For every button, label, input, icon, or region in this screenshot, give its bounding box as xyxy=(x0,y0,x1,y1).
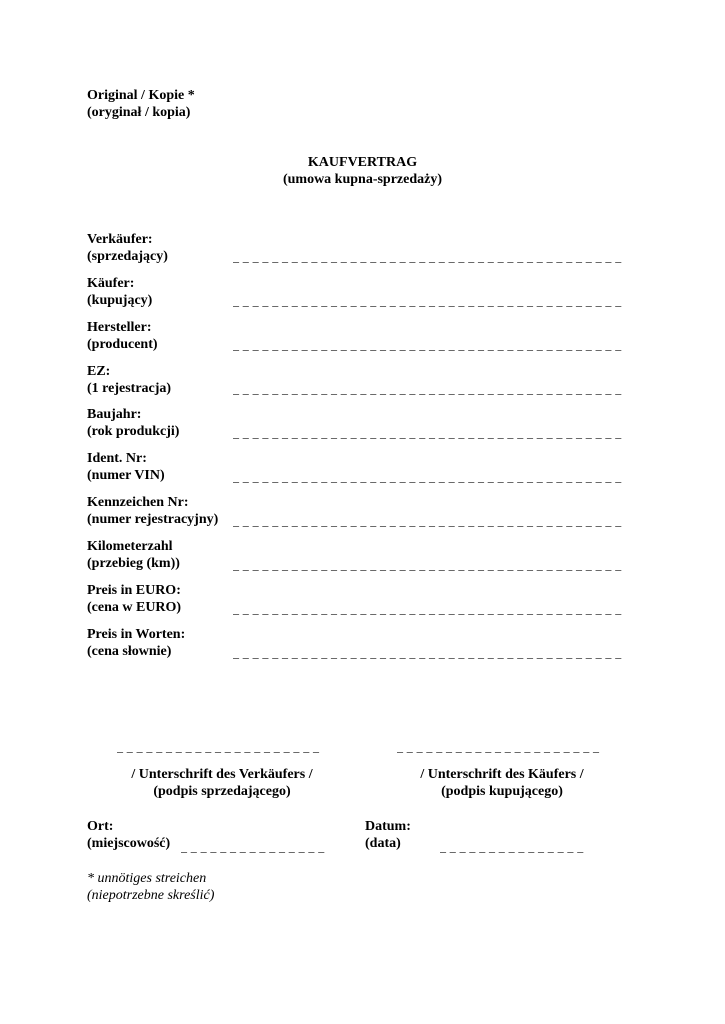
field-line-first-registration[interactable]: _ _ _ _ _ _ _ _ _ _ _ _ _ _ _ _ _ _ _ _ _ _ _ _ _ _ _ _ _ _ _ _ _ _ _ _ _ _ _ _ xyxy=(233,382,622,396)
field-label-de: Verkäufer: xyxy=(87,232,153,247)
field-label-de: Preis in Worten: xyxy=(87,627,186,642)
field-label-pl: (numer rejestracyjny) xyxy=(87,512,219,527)
field-label-de: Baujahr: xyxy=(87,407,142,422)
place-label-de: Ort: xyxy=(87,819,114,834)
field-label-price-words xyxy=(87,626,232,660)
field-label-pl: (rok produkcji) xyxy=(87,424,180,439)
field-label-de: Ident. Nr: xyxy=(87,451,147,466)
field-line-manufacturer[interactable]: _ _ _ _ _ _ _ _ _ _ _ _ _ _ _ _ _ _ _ _ _ _ _ _ _ _ _ _ _ _ _ _ _ _ _ _ _ _ _ _ xyxy=(233,338,622,352)
footnote xyxy=(87,870,337,904)
field-line-vin[interactable]: _ _ _ _ _ _ _ _ _ _ _ _ _ _ _ _ _ _ _ _ _ _ _ _ _ _ _ _ _ _ _ _ _ _ _ _ _ _ _ _ xyxy=(233,470,622,484)
title-main: KAUFVERTRAG xyxy=(307,155,418,170)
buyer-signature-caption xyxy=(357,766,647,800)
field-line-seller[interactable]: _ _ _ _ _ _ _ _ _ _ _ _ _ _ _ _ _ _ _ _ _ _ _ _ _ _ _ _ _ _ _ _ _ _ _ _ _ _ _ _ xyxy=(233,250,622,264)
field-label-manufacturer xyxy=(87,319,232,353)
field-line-price-words[interactable]: _ _ _ _ _ _ _ _ _ _ _ _ _ _ _ _ _ _ _ _ _ _ _ _ _ _ _ _ _ _ _ _ _ _ _ _ _ _ _ _ xyxy=(233,646,622,660)
field-label-pl: (przebieg (km)) xyxy=(87,556,180,571)
buyer-signature-line[interactable]: _ _ _ _ _ _ _ _ _ _ _ _ _ _ _ _ _ _ _ _ _ xyxy=(397,740,600,754)
field-label-pl: (producent) xyxy=(87,337,158,352)
document-title xyxy=(0,154,725,188)
footnote-pl: (niepotrzebne skreślić) xyxy=(87,888,215,903)
field-label-de: Kilometerzahl xyxy=(87,539,173,554)
field-label-first-registration xyxy=(87,363,232,397)
field-line-registration-number[interactable]: _ _ _ _ _ _ _ _ _ _ _ _ _ _ _ _ _ _ _ _ _ _ _ _ _ _ _ _ _ _ _ _ _ _ _ _ _ _ _ _ xyxy=(233,514,622,528)
field-line-mileage[interactable]: _ _ _ _ _ _ _ _ _ _ _ _ _ _ _ _ _ _ _ _ _ _ _ _ _ _ _ _ _ _ _ _ _ _ _ _ _ _ _ _ xyxy=(233,558,622,572)
field-line-buyer[interactable]: _ _ _ _ _ _ _ _ _ _ _ _ _ _ _ _ _ _ _ _ _ _ _ _ _ _ _ _ _ _ _ _ _ _ _ _ _ _ _ _ xyxy=(233,294,622,308)
field-label-seller xyxy=(87,231,232,265)
date-label-pl: (data) xyxy=(365,836,401,851)
place-line[interactable]: _ _ _ _ _ _ _ _ _ _ _ _ _ _ _ xyxy=(181,840,325,854)
field-label-pl: (1 rejestracja) xyxy=(87,381,172,396)
field-label-vin xyxy=(87,450,232,484)
field-label-pl: (numer VIN) xyxy=(87,468,165,483)
field-label-pl: (cena słownie) xyxy=(87,644,172,659)
field-label-buyer xyxy=(87,275,232,309)
date-label-de: Datum: xyxy=(365,819,411,834)
field-label-price-euro xyxy=(87,582,232,616)
seller-signature-caption-pl: (podpis sprzedającego) xyxy=(153,784,291,799)
field-line-year[interactable]: _ _ _ _ _ _ _ _ _ _ _ _ _ _ _ _ _ _ _ _ _ _ _ _ _ _ _ _ _ _ _ _ _ _ _ _ _ _ _ _ xyxy=(233,426,622,440)
original-copy-translation: (oryginał / kopia) xyxy=(87,105,191,120)
seller-signature-caption xyxy=(77,766,367,800)
date-line[interactable]: _ _ _ _ _ _ _ _ _ _ _ _ _ _ _ xyxy=(440,840,584,854)
buyer-signature-caption-de: / Unterschrift des Käufers / xyxy=(420,767,584,782)
field-label-year xyxy=(87,406,232,440)
original-copy-header xyxy=(87,87,387,121)
field-label-de: Hersteller: xyxy=(87,320,152,335)
seller-signature-line[interactable]: _ _ _ _ _ _ _ _ _ _ _ _ _ _ _ _ _ _ _ _ _ xyxy=(117,740,320,754)
seller-signature-caption-de: / Unterschrift des Verkäufers / xyxy=(131,767,313,782)
original-copy-label: Original / Kopie * xyxy=(87,88,195,103)
field-line-price-euro[interactable]: _ _ _ _ _ _ _ _ _ _ _ _ _ _ _ _ _ _ _ _ _ _ _ _ _ _ _ _ _ _ _ _ _ _ _ _ _ _ _ _ xyxy=(233,602,622,616)
buyer-signature-caption-pl: (podpis kupującego) xyxy=(441,784,563,799)
footnote-de: * unnötiges streichen xyxy=(87,871,207,886)
field-label-pl: (sprzedający) xyxy=(87,249,168,264)
field-label-registration-number xyxy=(87,494,232,528)
field-label-de: Preis in EURO: xyxy=(87,583,181,598)
title-translation: (umowa kupna-sprzedaży) xyxy=(282,172,443,187)
field-label-mileage xyxy=(87,538,232,572)
field-label-de: Kennzeichen Nr: xyxy=(87,495,189,510)
place-label-pl: (miejscowość) xyxy=(87,836,171,851)
field-label-pl: (cena w EURO) xyxy=(87,600,182,615)
field-label-de: EZ: xyxy=(87,364,111,379)
field-label-pl: (kupujący) xyxy=(87,293,153,308)
field-label-de: Käufer: xyxy=(87,276,135,291)
